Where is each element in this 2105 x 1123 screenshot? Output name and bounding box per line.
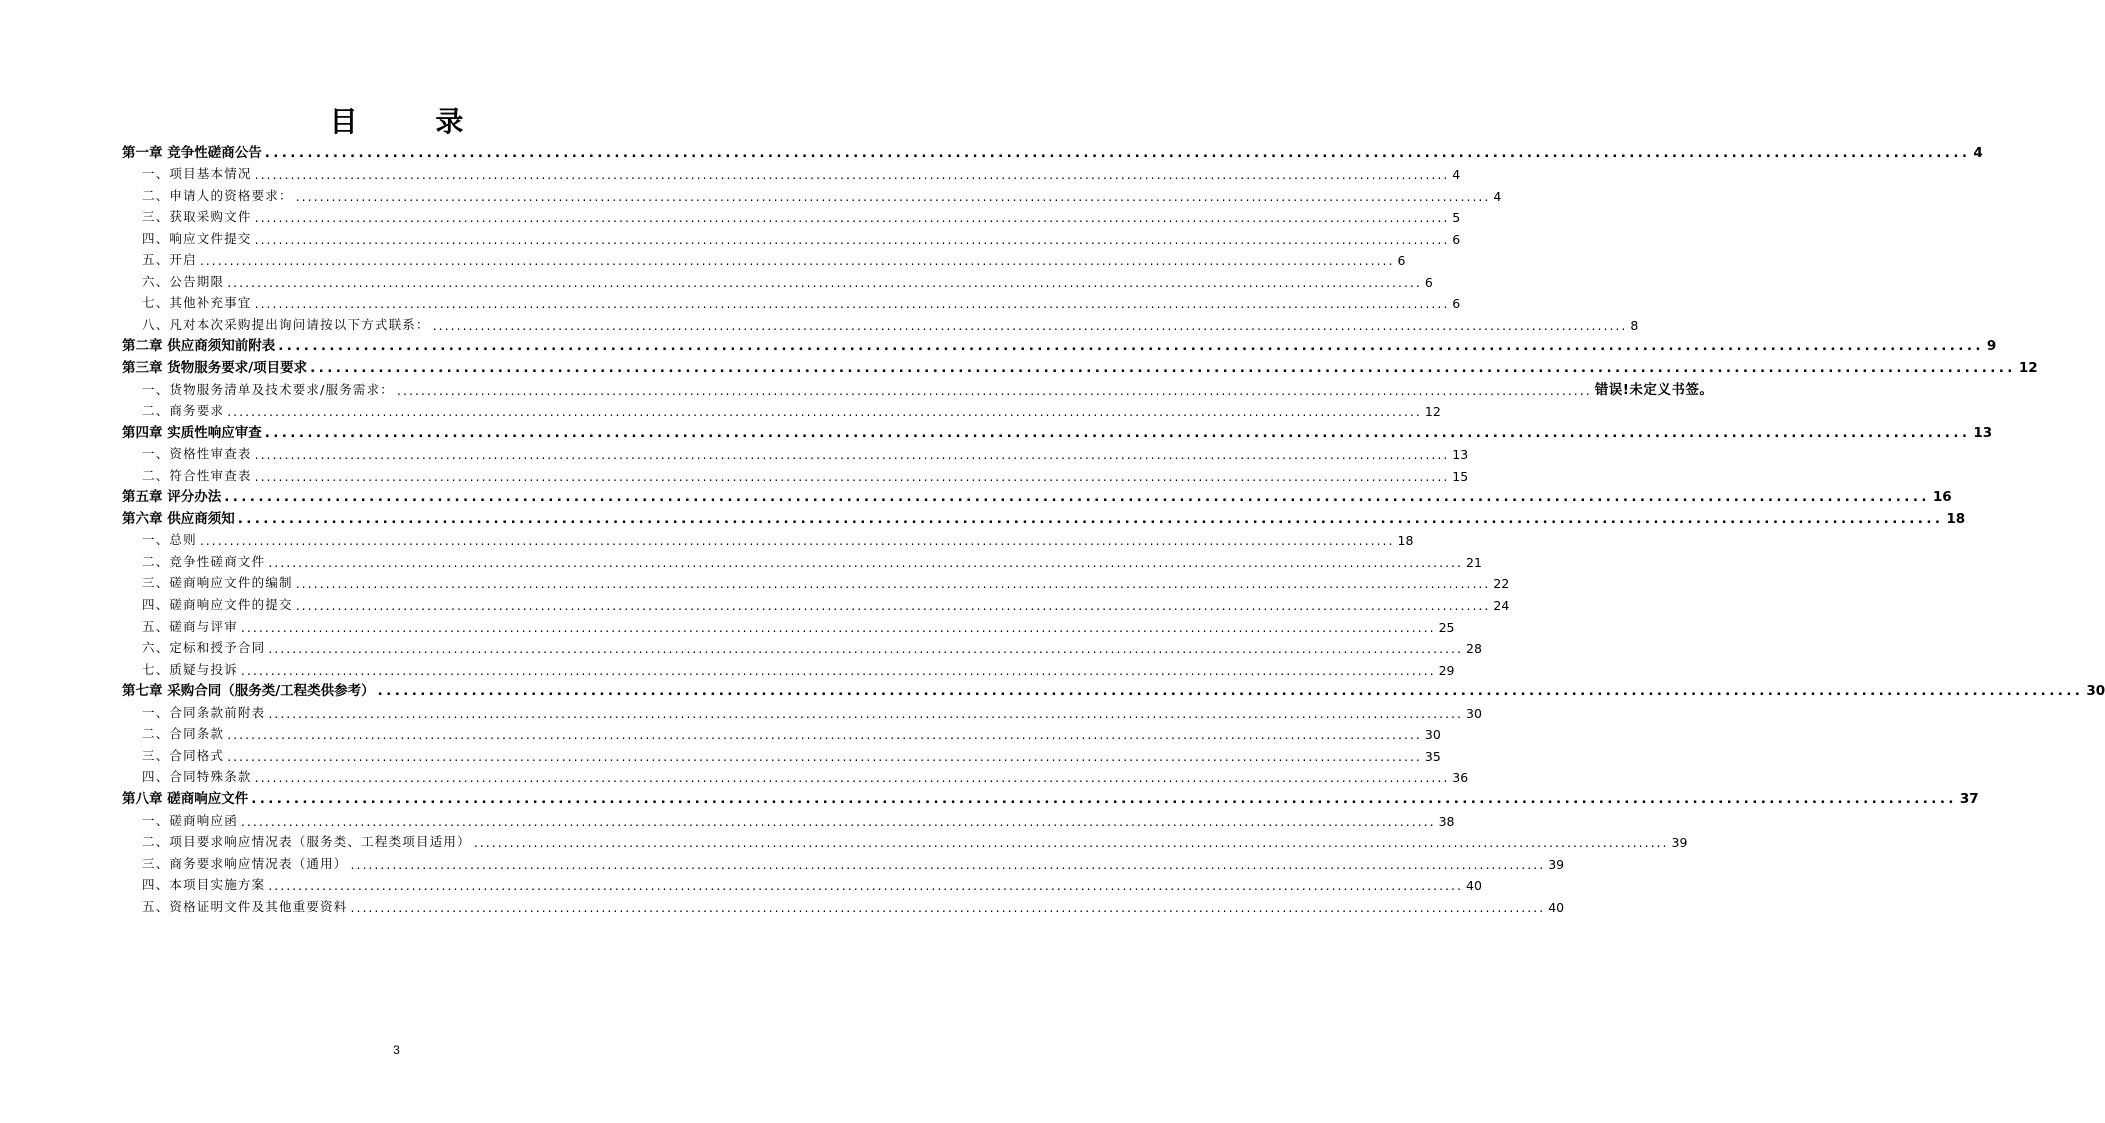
toc-dot-leader: ........................................................................................................................................................................................................ [240,662,1436,678]
toc-entry-page: 6 [1452,231,1461,247]
toc-entry-title: 六、公告期限 [142,273,225,289]
toc-entry-page: 4 [1973,144,1983,161]
toc-entry-title: 一、项目基本情况 [142,166,252,182]
toc-entry-title: 二、项目要求响应情况表（服务类、工程类项目适用） [142,834,471,850]
toc-dot-leader: ........................................................................................................................................................................................................ [227,404,1422,420]
toc-entry-title: 七、质疑与投诉 [142,661,238,677]
toc-entry-title: 七、其他补充事宜 [142,295,252,311]
toc-dot-leader: ........................................................................................................................................................................................................ [224,489,1930,506]
toc-entry-page: 15 [1452,468,1469,484]
toc-section-entry[interactable] [122,721,1441,743]
toc-section-entry[interactable] [122,764,1469,786]
toc-dot-leader: ........................................................................................................................................................................................................ [254,770,1450,786]
toc-entry-title: 第八章 磋商响应文件 [122,790,249,807]
table-of-contents [122,139,2105,915]
toc-entry-page: 24 [1493,598,1510,614]
toc-section-entry[interactable] [122,225,1461,247]
toc-entry-page: 35 [1424,748,1441,764]
toc-entry-page: 28 [1466,641,1482,657]
toc-entry-title: 第五章 评分办法 [122,489,222,506]
toc-section-entry[interactable] [122,376,1714,398]
toc-section-entry[interactable] [122,247,1406,269]
toc-entry-title: 三、获取采购文件 [142,209,252,225]
toc-entry-title: 三、磋商响应文件的编制 [142,575,293,591]
toc-entry-page: 6 [1397,253,1406,269]
toc-entry-title: 八、凡对本次采购提出询问请按以下方式联系： [142,316,430,332]
toc-entry-page: 38 [1438,813,1455,829]
toc-dot-leader: ........................................................................................................................................................................................................ [199,533,1395,549]
toc-section-entry[interactable] [122,161,1461,183]
toc-entry-page: 5 [1452,210,1461,226]
toc-entry-page: 21 [1466,554,1482,570]
toc-entry-title: 第四章 实质性响应审查 [122,424,262,441]
toc-entry-page: 36 [1452,770,1469,786]
toc-dot-leader: ........................................................................................................................................................................................................ [227,748,1422,764]
toc-entry-page: 40 [1548,899,1565,915]
toc-entry-title: 一、资格性审查表 [142,446,252,462]
toc-chapter-entry[interactable] [122,505,1966,527]
toc-dot-leader: ........................................................................................................................................................................................................ [268,554,1463,570]
toc-dot-leader: ........................................................................................................................................................................................................ [254,296,1450,312]
toc-entry-page: 37 [1959,790,1979,807]
toc-entry-title: 一、合同条款前附表 [142,704,266,720]
toc-entry-page: 30 [1466,705,1482,721]
toc-section-entry[interactable] [122,872,1482,894]
toc-entry-title: 一、总则 [142,532,197,548]
toc-section-entry[interactable] [122,656,1455,678]
toc-section-entry[interactable] [122,398,1441,420]
toc-dot-leader: ........................................................................................................................................................................................................ [377,683,2084,700]
toc-dot-leader: ........................................................................................................................................................................................................ [268,705,1463,721]
toc-entry-title: 四、本项目实施方案 [142,877,266,893]
toc-entry-page: 4 [1452,167,1461,183]
toc-entry-page: 22 [1493,576,1510,592]
toc-entry-title: 三、合同格式 [142,747,225,763]
toc-dot-leader: ........................................................................................................................................................................................................ [264,424,1971,441]
toc-entry-title: 六、定标和授予合同 [142,640,266,656]
toc-dot-leader: ........................................................................................................................................................................................................ [473,835,1669,851]
toc-entry-title: 第二章 供应商须知前附表 [122,338,276,355]
toc-dot-leader: ........................................................................................................................................................................................................ [240,813,1436,829]
toc-entry-page: 13 [1973,424,1993,441]
toc-section-entry[interactable] [122,204,1461,226]
toc-entry-title: 四、磋商响应文件的提交 [142,597,293,613]
toc-entry-title: 五、磋商与评审 [142,618,238,634]
toc-section-entry[interactable] [122,699,1482,721]
toc-dot-leader: ........................................................................................................................................................................................................ [350,899,1546,915]
toc-dot-leader: ........................................................................................................................................................................................................ [295,576,1491,592]
page-number: 3 [393,1043,400,1057]
toc-dot-leader: ........................................................................................................................................................................................................ [278,338,1984,355]
toc-chapter-entry[interactable] [122,484,1952,506]
toc-dot-leader: ........................................................................................................................................................................................................ [264,144,1971,161]
toc-entry-title: 第七章 采购合同（服务类/工程类供参考） [122,683,375,700]
toc-section-entry[interactable] [122,462,1469,484]
toc-entry-page: 9 [1986,338,1997,355]
toc-section-entry[interactable] [122,527,1414,549]
toc-dot-leader: ........................................................................................................................................................................................................ [310,360,2016,377]
toc-entry-page: 6 [1424,274,1433,290]
toc-section-entry[interactable] [122,613,1455,635]
toc-entry-title: 第一章 竞争性磋商公告 [122,144,262,161]
toc-entry-title: 四、响应文件提交 [142,230,252,246]
toc-chapter-entry[interactable] [122,139,1983,161]
toc-section-entry[interactable] [122,829,1688,851]
toc-entry-title: 五、资格证明文件及其他重要资料 [142,898,348,914]
toc-entry-page: 16 [1932,489,1952,506]
toc-entry-page: 30 [1424,727,1441,743]
toc-entry-title: 第六章 供应商须知 [122,510,235,527]
toc-entry-title: 二、商务要求 [142,403,225,419]
toc-dot-leader: ........................................................................................................................................................................................................ [240,619,1436,635]
toc-entry-title: 一、货物服务清单及技术要求/服务需求： [142,381,395,397]
toc-dot-leader: ........................................................................................................................................................................................................ [268,878,1463,894]
toc-section-entry[interactable] [122,268,1433,290]
toc-dot-leader: ........................................................................................................................................................................................................ [254,468,1450,484]
toc-dot-leader: ........................................................................................................................................................................................................ [295,598,1491,614]
toc-entry-page: 12 [2018,360,2038,377]
toc-section-entry[interactable] [122,548,1482,570]
toc-entry-page: 40 [1466,878,1482,894]
toc-entry-title: 二、竞争性磋商文件 [142,553,266,569]
toc-entry-error-text: 错误!未定义书签。 [1594,381,1714,398]
toc-entry-page: 18 [1946,510,1966,527]
toc-dot-leader: ........................................................................................................................................................................................................ [268,641,1463,657]
toc-dot-leader: ........................................................................................................................................................................................................ [254,210,1450,226]
toc-dot-leader: ........................................................................................................................................................................................................ [237,510,1944,527]
toc-section-entry[interactable] [122,742,1441,764]
toc-entry-title: 二、申请人的资格要求： [142,187,293,203]
toc-entry-page: 8 [1630,317,1639,333]
toc-dot-leader: ........................................................................................................................................................................................................ [295,188,1491,204]
toc-entry-page: 4 [1493,188,1502,204]
toc-chapter-entry[interactable] [122,419,1993,441]
toc-section-entry[interactable] [122,635,1482,657]
toc-dot-leader: ........................................................................................................................................................................................................ [350,856,1546,872]
toc-entry-page: 6 [1452,296,1461,312]
toc-entry-title: 二、符合性审查表 [142,467,252,483]
toc-dot-leader: ........................................................................................................................................................................................................ [227,274,1422,290]
toc-entry-title: 三、商务要求响应情况表（通用） [142,855,348,871]
toc-chapter-entry[interactable] [122,678,2105,700]
toc-entry-page: 12 [1424,404,1441,420]
toc-entry-title: 四、合同特殊条款 [142,769,252,785]
toc-dot-leader: ........................................................................................................................................................................................................ [254,231,1450,247]
toc-section-entry[interactable] [122,570,1510,592]
toc-entry-page: 39 [1671,835,1688,851]
toc-dot-leader: ........................................................................................................................................................................................................ [251,790,1957,807]
toc-section-entry[interactable] [122,441,1469,463]
page-title: 目 录 [329,105,498,138]
toc-section-entry[interactable] [122,290,1461,312]
toc-section-entry[interactable] [122,807,1455,829]
toc-entry-page: 39 [1548,856,1565,872]
toc-entry-title: 第三章 货物服务要求/项目要求 [122,360,308,377]
toc-dot-leader: ........................................................................................................................................................................................................ [397,382,1592,398]
toc-dot-leader: ........................................................................................................................................................................................................ [254,167,1450,183]
toc-section-entry[interactable] [122,591,1510,614]
toc-section-entry[interactable] [122,311,1639,333]
toc-entry-title: 二、合同条款 [142,726,225,742]
toc-entry-page: 25 [1438,619,1455,635]
toc-section-entry[interactable] [122,182,1502,204]
toc-chapter-entry[interactable] [122,354,2038,377]
toc-entry-title: 五、开启 [142,252,197,268]
toc-dot-leader: ........................................................................................................................................................................................................ [254,447,1450,463]
toc-entry-page: 29 [1438,662,1455,678]
toc-section-entry[interactable] [122,850,1565,872]
toc-dot-leader: ........................................................................................................................................................................................................ [199,253,1395,269]
toc-entry-page: 18 [1397,533,1414,549]
toc-section-entry[interactable] [122,893,1565,915]
toc-chapter-entry[interactable] [122,785,1979,807]
toc-entry-title: 一、磋商响应函 [142,812,238,828]
toc-chapter-entry[interactable] [122,333,1997,355]
toc-entry-page: 13 [1452,447,1469,463]
toc-entry-page: 30 [2086,683,2105,700]
toc-dot-leader: ........................................................................................................................................................................................................ [227,727,1422,743]
toc-dot-leader: ........................................................................................................................................................................................................ [432,317,1628,333]
